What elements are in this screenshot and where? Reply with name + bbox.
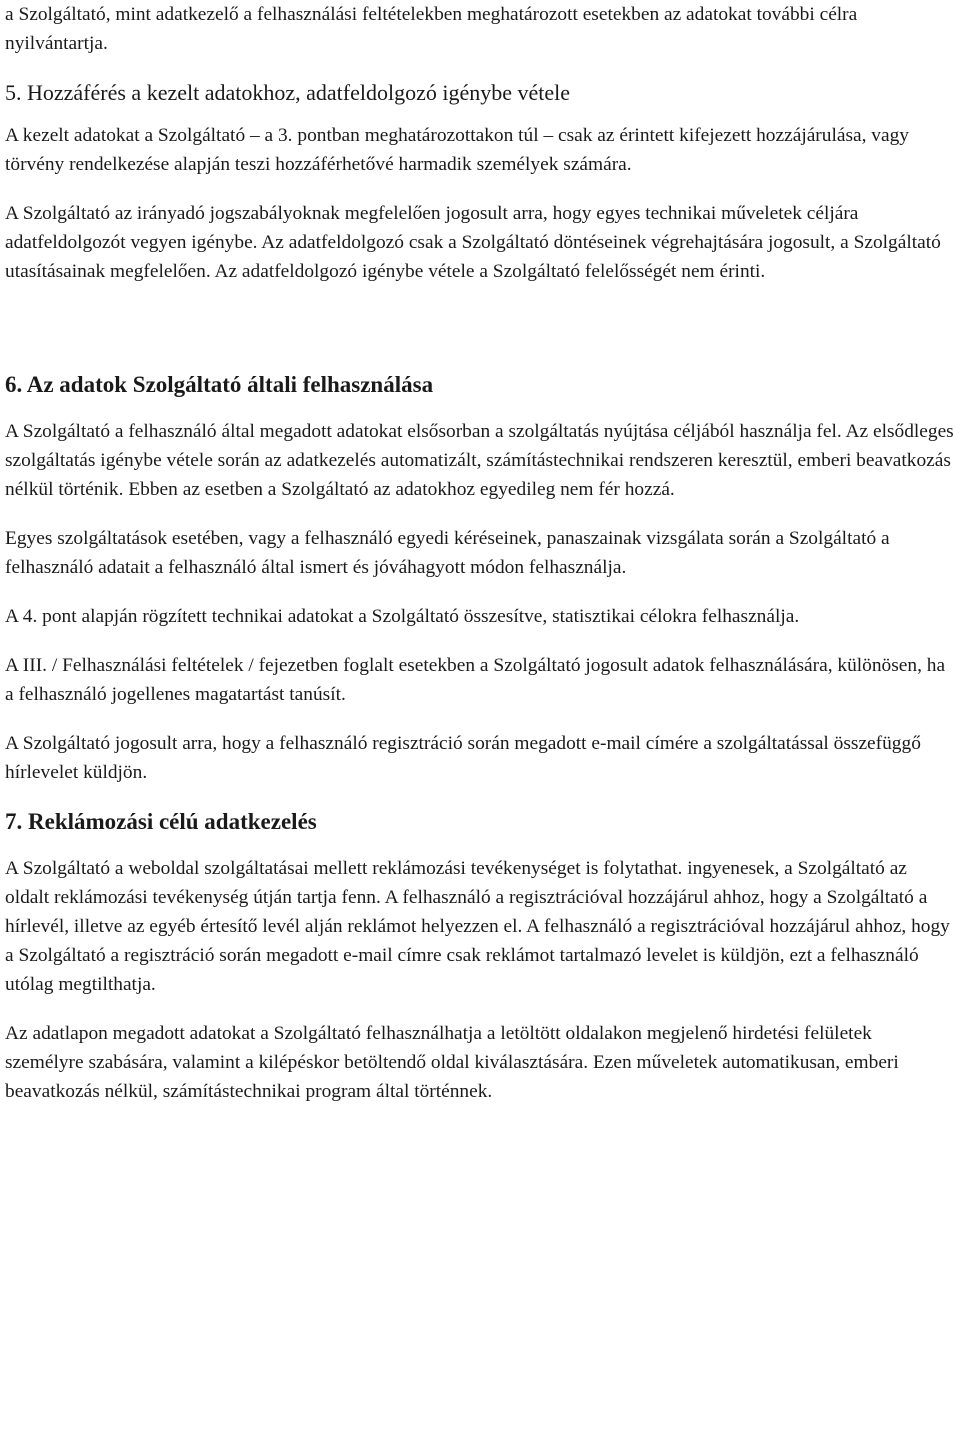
section-6-paragraph-1: A Szolgáltató a felhasználó által megadott adatokat elsősorban a szolgáltatás nyújtása céljából használja fel. Az elsődleges szolgáltatás igénybe vétele során az adatkezelés automatizált, számítástechnikai rendszeren keresztül, emberi beavatkozás nélkül történik. Ebben az esetben a Szolgáltató az adatokhoz egyedileg nem fér hozzá. (5, 421, 954, 500)
section-7-title: Reklámozási célú adatkezelés (28, 809, 317, 834)
section-7-paragraph-1: A Szolgáltató a weboldal szolgáltatásai mellett reklámozási tevékenységet is folytathat. ingyenesek, a Szolgáltató az oldalt reklámozási tevékenység útján tartja fenn. A felhasználó a regisztrációval hozzájárul ahhoz, hogy a Szolgáltató a hírlevél, illetve az egyéb értesítő levél alján reklámot helyezzen el. A felhasználó a regisztrációval hozzájárul ahhoz, hogy a Szolgáltató a regisztráció során megadott e-mail címre csak reklámot tartalmazó levelet is küldjön, ezt a felhasználó utólag megtilthatja. (5, 858, 950, 995)
section-7-number: 7. (5, 809, 23, 834)
section-6-paragraph-2: Egyes szolgáltatások esetében, vagy a felhasználó egyedi kéréseinek, panaszainak vizsgálata során a Szolgáltató a felhasználó adatait a felhasználó által ismert és jóváhagyott módon felhasználja. (5, 528, 890, 578)
section-5-paragraph-2: A Szolgáltató az irányadó jogszabályoknak megfelelően jogosult arra, hogy egyes technikai műveletek céljára adatfeldolgozót vegyen igénybe. Az adatfeldolgozó csak a Szolgáltató döntéseinek végrehajtására jogosult, a Szolgáltató utasításainak megfelelően. Az adatfeldolgozó igénybe vétele a Szolgáltató felelősségét nem érinti. (5, 203, 941, 282)
section-6-paragraph-3: A 4. pont alapján rögzített technikai adatokat a Szolgáltató összesítve, statisztikai célokra felhasználja. (5, 606, 800, 627)
intro-paragraph: a Szolgáltató, mint adatkezelő a felhasználási feltételekben meghatározott esetekben az adatokat további célra nyilvántartja. (5, 4, 858, 54)
section-6-paragraph-5: A Szolgáltató jogosult arra, hogy a felhasználó regisztráció során megadott e-mail címére a szolgáltatással összefüggő hírlevelet küldjön. (5, 733, 921, 783)
section-6-title: Az adatok Szolgáltató általi felhasználása (26, 372, 434, 397)
section-5-paragraph-1: A kezelt adatokat a Szolgáltató – a 3. pontban meghatározottakon túl – csak az érintett kifejezett hozzájárulása, vagy törvény rendelkezése alapján teszi hozzáférhetővé harmadik személyek számára. (5, 125, 909, 175)
section-6-paragraph-4: A III. / Felhasználási feltételek / fejezetben foglalt esetekben a Szolgáltató jogosult adatok felhasználására, különösen, ha a felhasználó jogellenes magatartást tanúsít. (5, 655, 946, 705)
section-5-heading: 5. Hozzáférés a kezelt adatokhoz, adatfeldolgozó igénybe vétele (5, 80, 570, 105)
section-7-heading (5, 807, 954, 836)
section-6-heading (5, 370, 954, 399)
section-7-paragraph-2: Az adatlapon megadott adatokat a Szolgáltató felhasználhatja a letöltött oldalakon megjelenő hirdetési felületek személyre szabására, valamint a kilépéskor betöltendő oldal kiválasztására. Ezen műveletek automatikusan, emberi beavatkozás nélkül, számítástechnikai program által történnek. (5, 1023, 899, 1102)
section-6-number: 6. (5, 372, 23, 397)
